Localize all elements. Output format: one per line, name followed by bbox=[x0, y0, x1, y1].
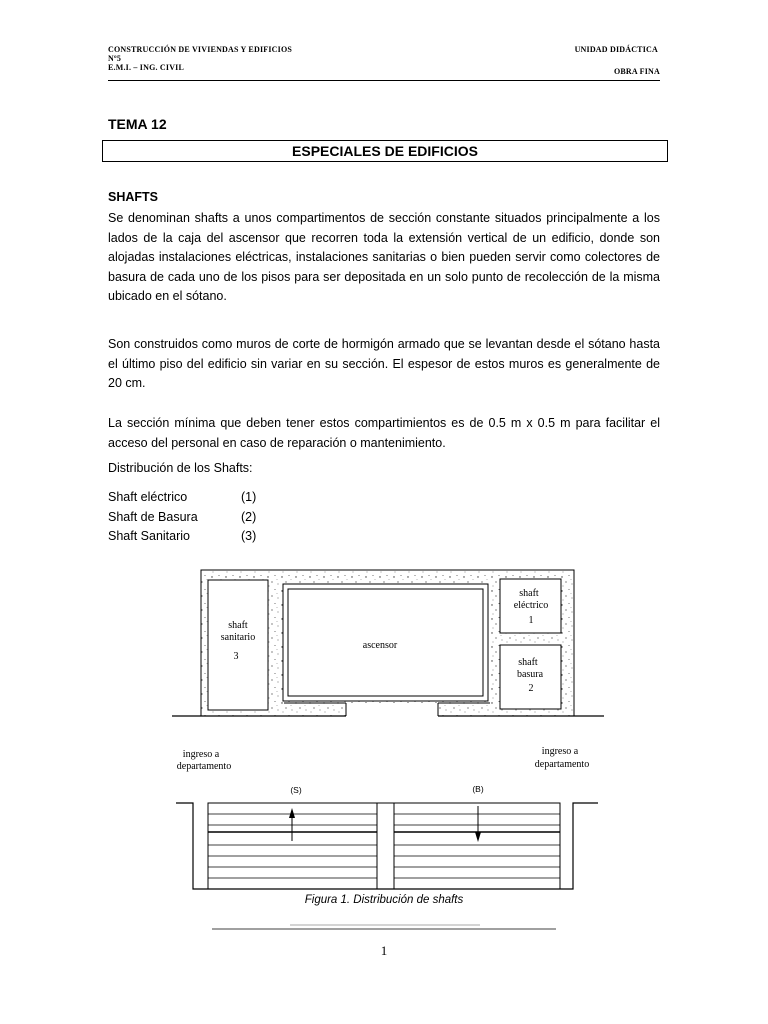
ingreso-right-1: ingreso a bbox=[541, 746, 579, 757]
shaft-sanitario-label-2: sanitario bbox=[220, 632, 256, 643]
shaft-basura-label-2: basura bbox=[516, 669, 544, 680]
shaft-electrico-label-1: shaft bbox=[519, 588, 539, 599]
header-unit: UNIDAD DIDÁCTICA bbox=[574, 45, 658, 54]
shaft-sanitario-label-1: shaft bbox=[228, 620, 248, 631]
paragraph-1: Se denominan shafts a unos compartimentos de sección constante situados principalmente a los lados de la caja del ascensor que recorren toda la extensión vertical de un edificio, donde son alojadas instalaciones eléctricas, instalaciones sanitarias o bien pueden servir como colectores de basura de cada uno de los pisos para ser depositada en un solo punto de recolección de la misma ubicado en el sótano. bbox=[108, 211, 660, 304]
header-course: CONSTRUCCIÓN DE VIVIENDAS Y EDIFICIOS bbox=[108, 45, 293, 54]
ingreso-left-2: departamento bbox=[176, 761, 232, 772]
shaft-basura-label-1: shaft bbox=[518, 657, 538, 668]
list-item-name: Shaft de Basura bbox=[108, 509, 198, 524]
section-heading: SHAFTS bbox=[108, 190, 158, 204]
header-school: E.M.I. – ING. CIVIL bbox=[108, 63, 185, 72]
shaft-electrico-label-2: eléctrico bbox=[513, 600, 549, 611]
list-item-name: Shaft eléctrico bbox=[108, 490, 188, 504]
ingreso-right-2: departamento bbox=[534, 759, 590, 770]
list-item-number: (3) bbox=[241, 529, 257, 544]
figure-caption: Figura 1. Distribución de shafts bbox=[304, 894, 464, 906]
shaft-electrico-number: 1 bbox=[528, 615, 534, 626]
tema-label: TEMA 12 bbox=[108, 116, 167, 132]
list-item-name: Shaft Sanitario bbox=[108, 529, 190, 544]
page-title-text: ESPECIALES DE EDIFICIOS bbox=[292, 143, 478, 159]
stair-s-label: (S) bbox=[290, 785, 302, 795]
stairs-drawing bbox=[176, 784, 598, 889]
stair-up-arrowhead bbox=[289, 808, 295, 818]
ingreso-left-1: ingreso a bbox=[182, 749, 220, 760]
paragraph-2: Son construidos como muros de corte de hormigón armado que se levantan desde el sótano hasta el último piso del edificio sin variar en su sección. El espesor de estos muros es generalmente de 20 cm. bbox=[108, 337, 660, 391]
header-number: Nº5 bbox=[108, 54, 122, 63]
header-topic: OBRA FINA bbox=[613, 67, 660, 76]
shaft-sanitario-number: 3 bbox=[233, 651, 239, 662]
stair-down-arrowhead bbox=[475, 832, 481, 842]
list-item-number: (2) bbox=[241, 509, 257, 524]
shaft-basura-number: 2 bbox=[528, 683, 534, 694]
list-item-number: (1) bbox=[241, 490, 257, 504]
shaft-sanitario-box bbox=[208, 580, 268, 710]
elevator-label: ascensor bbox=[362, 640, 398, 651]
stair-b-label: (B) bbox=[472, 784, 484, 794]
shaft-plan bbox=[172, 570, 604, 719]
page-number: 1 bbox=[380, 943, 388, 958]
paragraph-3: La sección mínima que deben tener estos compartimientos es de 0.5 m x 0.5 m para facilitar el acceso del personal en caso de reparación o mantenimiento. bbox=[108, 416, 660, 450]
distribution-label: Distribución de los Shafts: bbox=[108, 461, 253, 475]
